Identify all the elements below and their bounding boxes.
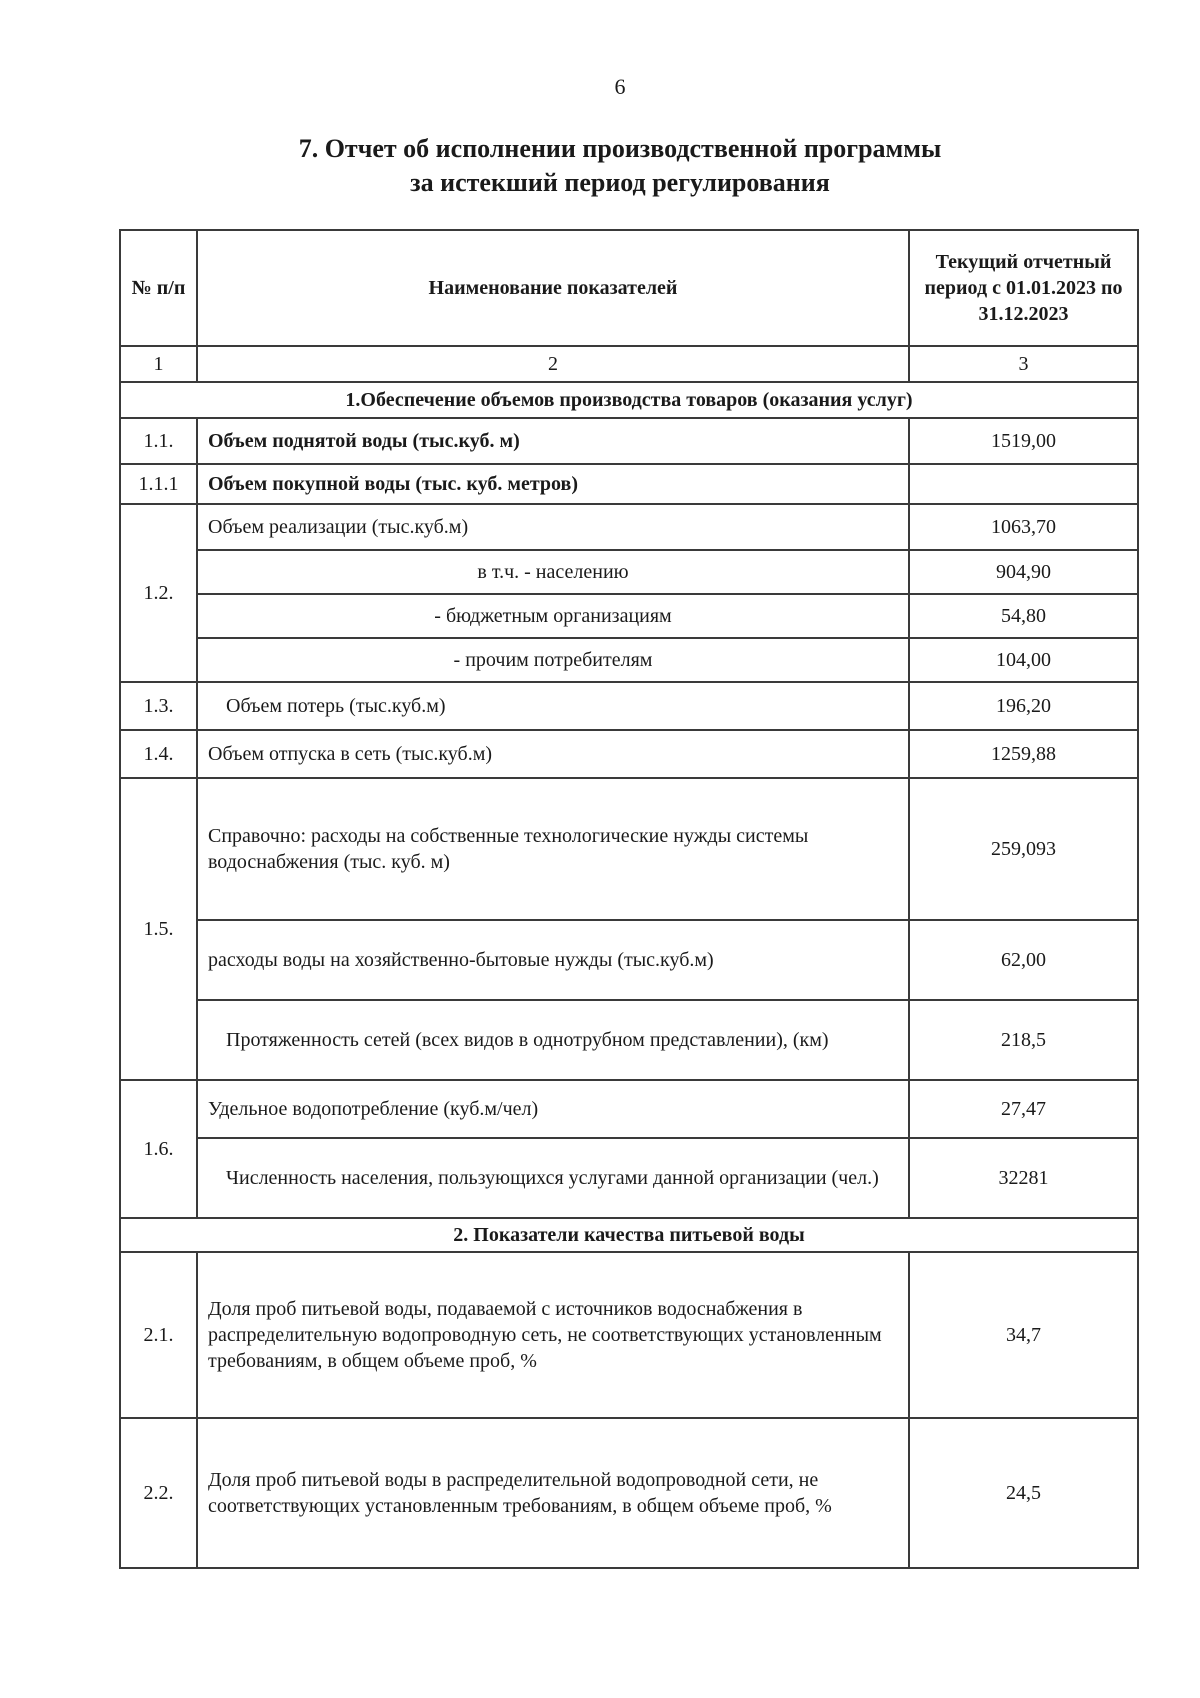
row-name: Объем поднятой воды (тыс.куб. м) [197,418,909,464]
row-num: 1.6. [120,1080,197,1218]
row-num: 1.2. [120,504,197,682]
row-name: Протяженность сетей (всех видов в однотрубном представлении), (км) [197,1000,909,1080]
section-1-title: 1.Обеспечение объемов производства товаров (оказания услуг) [120,382,1138,418]
row-value: 904,90 [909,550,1138,594]
row-value: 196,20 [909,682,1138,730]
section-row [120,382,1138,418]
row-value: 1519,00 [909,418,1138,464]
section-2-title: 2. Показатели качества питьевой воды [120,1218,1138,1252]
column-number: 3 [909,346,1138,382]
row-value: 32281 [909,1138,1138,1218]
table-row [120,682,1138,730]
title-line-1: 7. Отчет об исполнении производственной программы [298,134,942,163]
row-name: Доля проб питьевой воды, подаваемой с источников водоснабжения в распределительную водопроводную сеть, не соответствующих установленным требованиям, в общем объеме проб, % [197,1252,909,1418]
section-row [120,1218,1138,1252]
page-number: 6 [614,74,626,99]
row-num: 1.1.1 [120,464,197,504]
row-name: Объем потерь (тыс.куб.м) [197,682,909,730]
row-value: 62,00 [909,920,1138,1000]
row-name: Удельное водопотребление (куб.м/чел) [197,1080,909,1138]
row-num: 2.1. [120,1252,197,1418]
row-value: 1259,88 [909,730,1138,778]
row-num: 1.1. [120,418,197,464]
row-value: 34,7 [909,1252,1138,1418]
row-name: Объем отпуска в сеть (тыс.куб.м) [197,730,909,778]
row-value: 24,5 [909,1418,1138,1568]
document-title [0,132,1200,200]
table-row [120,1000,1138,1080]
row-name: - бюджетным организациям [197,594,909,638]
table-row [120,418,1138,464]
row-name: Объем покупной воды (тыс. куб. метров) [197,464,909,504]
header-name: Наименование показателей [197,230,909,346]
row-value [909,464,1138,504]
row-value: 218,5 [909,1000,1138,1080]
row-num: 1.4. [120,730,197,778]
column-number: 1 [120,346,197,382]
table-row [120,1252,1138,1418]
table-row [120,920,1138,1000]
table-row [120,638,1138,682]
table-row [120,464,1138,504]
table-row [120,594,1138,638]
table-row [120,1080,1138,1138]
column-number: 2 [197,346,909,382]
row-name: Справочно: расходы на собственные технологические нужды системы водоснабжения (тыс. куб. м) [197,778,909,920]
table-row [120,550,1138,594]
table-row [120,778,1138,920]
row-value: 259,093 [909,778,1138,920]
row-value: 104,00 [909,638,1138,682]
header-row [120,230,1138,346]
row-value: 1063,70 [909,504,1138,550]
row-num: 1.5. [120,778,197,1080]
row-name: расходы воды на хозяйственно-бытовые нужды (тыс.куб.м) [197,920,909,1000]
row-name: Доля проб питьевой воды в распределительной водопроводной сети, не соответствующих установленным требованиям, в общем объеме проб, % [197,1418,909,1568]
row-value: 54,80 [909,594,1138,638]
row-name: Численность населения, пользующихся услугами данной организации (чел.) [197,1138,909,1218]
row-num: 2.2. [120,1418,197,1568]
row-num: 1.3. [120,682,197,730]
header-num: № п/п [120,230,197,346]
header-period: Текущий отчетный период с 01.01.2023 по 31.12.2023 [909,230,1138,346]
row-value: 27,47 [909,1080,1138,1138]
column-number-row [120,346,1138,382]
table-row [120,1138,1138,1218]
row-name: - прочим потребителям [197,638,909,682]
row-name: в т.ч. - населению [197,550,909,594]
table-row [120,1418,1138,1568]
table-row [120,504,1138,550]
table-row [120,730,1138,778]
title-line-2: за истекший период регулирования [410,168,830,197]
row-name: Объем реализации (тыс.куб.м) [197,504,909,550]
report-table [119,229,1139,1569]
